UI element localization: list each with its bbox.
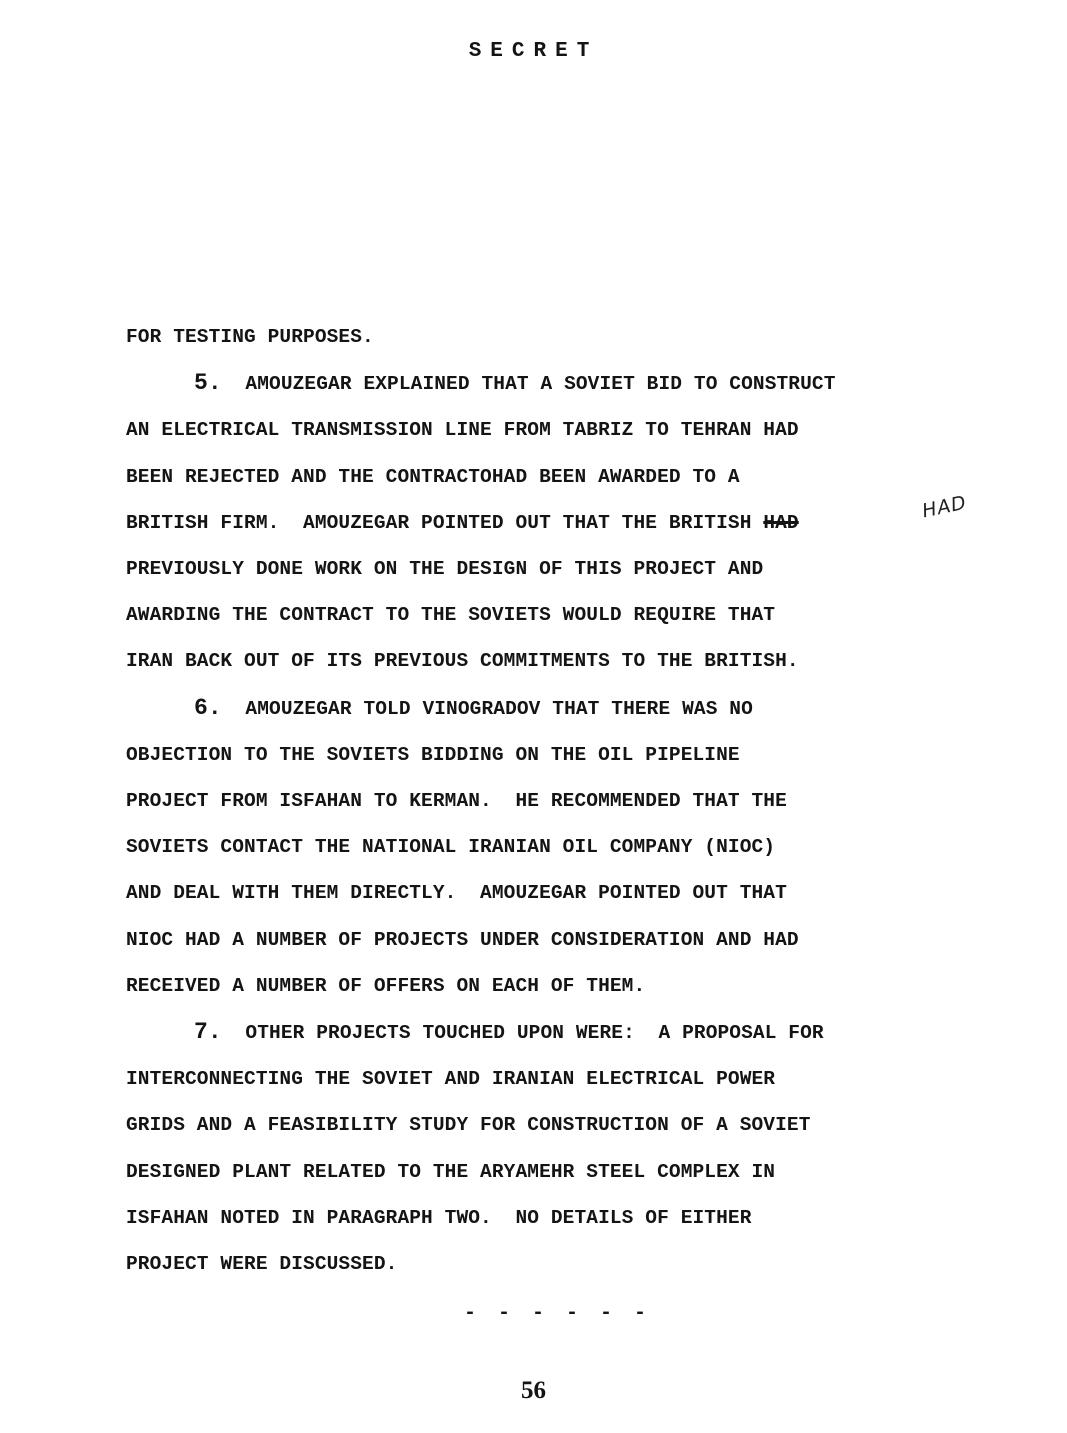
paragraph-number: 6. xyxy=(194,694,222,721)
paragraph-line: DESIGNED PLANT RELATED TO THE ARYAMEHR STEEL COMPLEX IN xyxy=(126,1160,776,1183)
paragraph-line xyxy=(126,685,966,732)
document-body xyxy=(126,314,966,1287)
line-text: AMOUZEGAR EXPLAINED THAT A SOVIET BID TO CONSTRUCT xyxy=(245,373,836,396)
paragraph-line: ISFAHAN NOTED IN PARAGRAPH TWO. NO DETAILS OF EITHER xyxy=(126,1206,752,1229)
line-text: OTHER PROJECTS TOUCHED UPON WERE: A PROPOSAL FOR xyxy=(245,1022,824,1045)
paragraph-5 xyxy=(126,360,966,684)
paragraph-line xyxy=(126,1009,966,1056)
paragraph-number: 7. xyxy=(194,1019,222,1046)
line-text: BRITISH FIRM. AMOUZEGAR POINTED OUT THAT THE BRITISH xyxy=(126,511,764,534)
end-of-text-mark: - - - - - - xyxy=(463,1302,652,1325)
line-text: AMOUZEGAR TOLD VINOGRADOV THAT THERE WAS NO xyxy=(245,697,753,720)
paragraph-line: IRAN BACK OUT OF ITS PREVIOUS COMMITMENTS TO THE BRITISH. xyxy=(126,650,799,673)
handwritten-correction: HAD xyxy=(920,491,969,523)
paragraph-line: PROJECT WERE DISCUSSED. xyxy=(126,1253,398,1276)
paragraph-line: INTERCONNECTING THE SOVIET AND IRANIAN ELECTRICAL POWER xyxy=(126,1068,776,1091)
page-number: 56 xyxy=(521,1377,546,1404)
paragraph-line: NIOC HAD A NUMBER OF PROJECTS UNDER CONSIDERATION AND HAD xyxy=(126,928,799,951)
paragraph-line: AN ELECTRICAL TRANSMISSION LINE FROM TABRIZ TO TEHRAN HAD xyxy=(126,419,799,442)
paragraph-line: RECEIVED A NUMBER OF OFFERS ON EACH OF THEM. xyxy=(126,974,646,997)
paragraph-line: GRIDS AND A FEASIBILITY STUDY FOR CONSTRUCTION OF A SOVIET xyxy=(126,1114,811,1137)
paragraph-line: SOVIETS CONTACT THE NATIONAL IRANIAN OIL COMPANY (NIOC) xyxy=(126,836,776,859)
paragraph-line xyxy=(126,500,966,546)
paragraph-6 xyxy=(126,685,966,1009)
struck-word: HAD xyxy=(763,511,799,534)
classification-header: SECRET xyxy=(468,40,599,63)
paragraph-line xyxy=(126,360,966,407)
paragraph-line: OBJECTION TO THE SOVIETS BIDDING ON THE OIL PIPELINE xyxy=(126,743,740,766)
paragraph-number: 5. xyxy=(194,370,222,397)
paragraph-line: PREVIOUSLY DONE WORK ON THE DESIGN OF THIS PROJECT AND xyxy=(126,558,764,581)
paragraph-7 xyxy=(126,1009,966,1287)
paragraph-line: AWARDING THE CONTRACT TO THE SOVIETS WOULD REQUIRE THAT xyxy=(126,604,776,627)
continuation-line: FOR TESTING PURPOSES. xyxy=(126,326,374,348)
paragraph-line: BEEN REJECTED AND THE CONTRACTOHAD BEEN AWARDED TO A xyxy=(126,465,740,488)
paragraph-line: PROJECT FROM ISFAHAN TO KERMAN. HE RECOMMENDED THAT THE xyxy=(126,790,787,813)
paragraph-line: AND DEAL WITH THEM DIRECTLY. AMOUZEGAR POINTED OUT THAT xyxy=(126,882,787,905)
